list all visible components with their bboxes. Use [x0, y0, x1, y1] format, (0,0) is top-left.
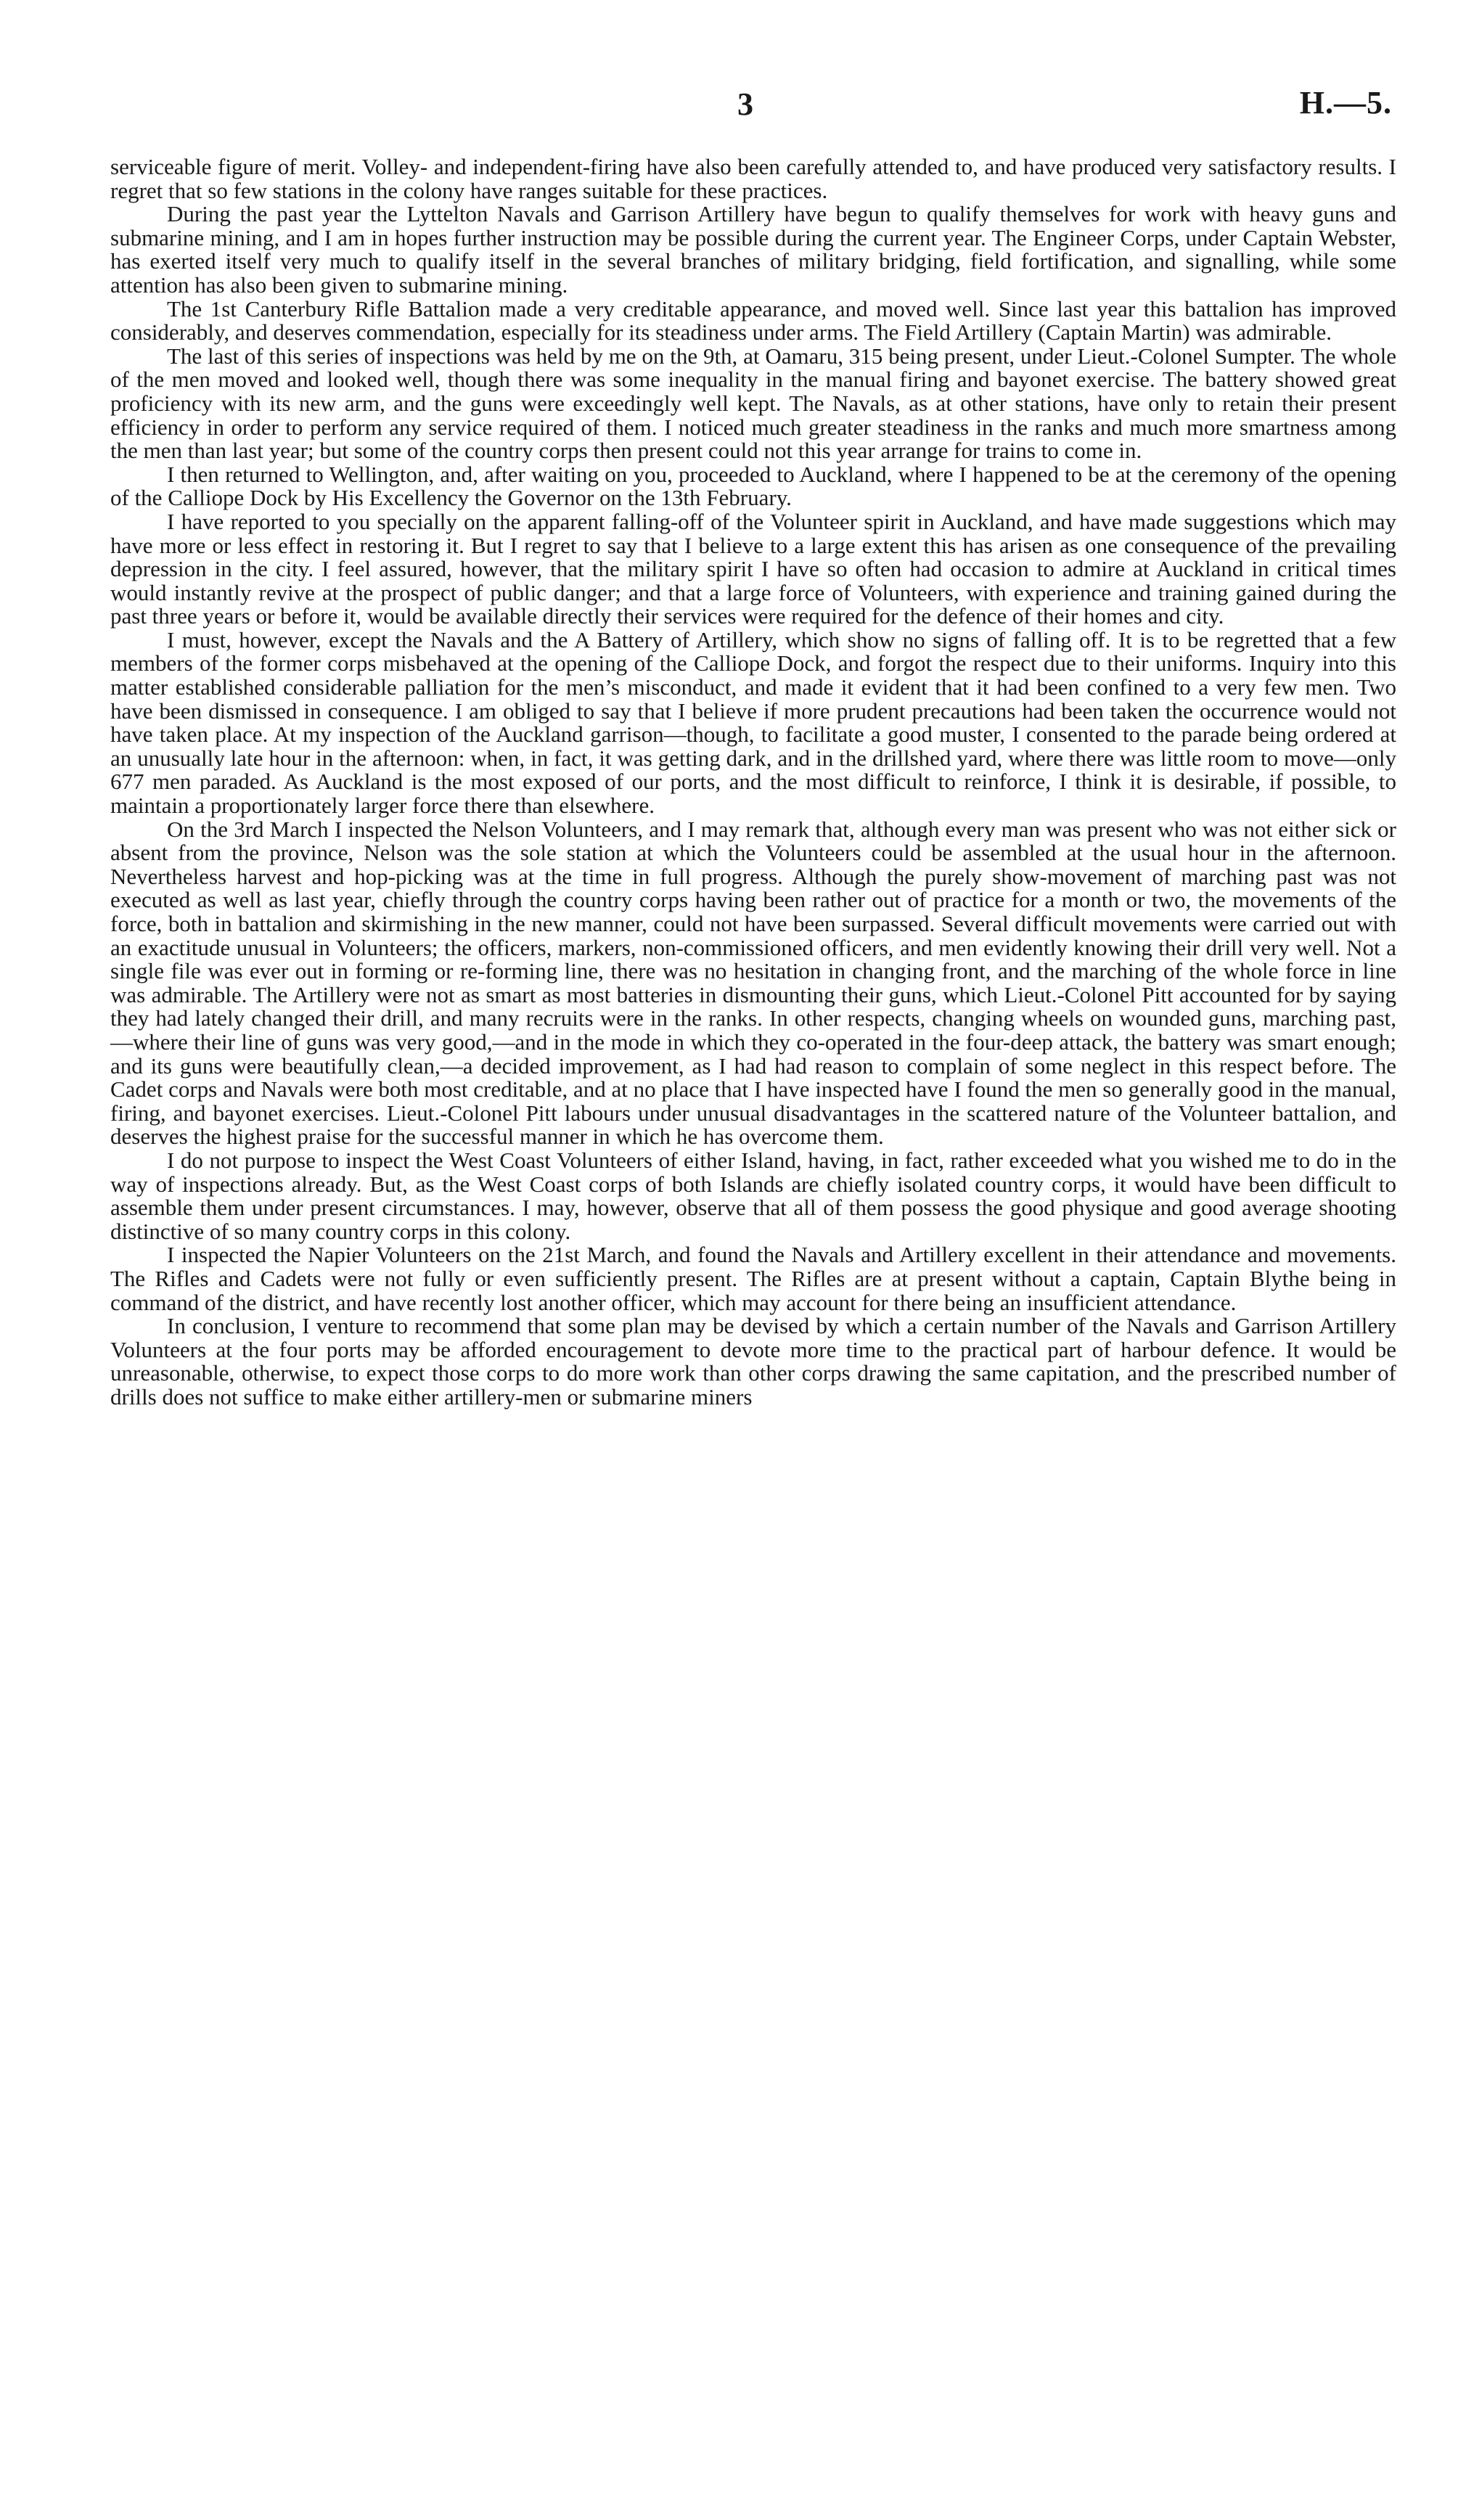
paragraph-11: In conclusion, I venture to recommend that some plan may be devised by which a certain number of the Navals and Garrison Artillery Volunteers at the four ports may be afforded encouragement to devote more time to the practical part of harbour defence. It would be unreasonable, otherwise, to expect those corps to do more work than other corps drawing the same capitation, and the prescribed number of drills does not suffice to make either artillery-men or submarine miners	[110, 1313, 1396, 1410]
paragraph-4: The last of this series of inspections was held by me on the 9th, at Oamaru, 315 being present, under Lieut.-Colonel Sumpter. The whole of the men moved and looked well, though there was some inequality in the manual firing and bayonet exercise. The battery showed great proficiency with its new arm, and the guns were exceedingly well kept. The Navals, as at other stations, have only to retain their present efficiency in order to perform any service required of them. I noticed much greater steadiness in the ranks and much more smartness among the men than last year; but some of the country corps then present could not this year arrange for trains to come in.	[110, 343, 1396, 464]
paragraph-2: During the past year the Lyttelton Navals and Garrison Artillery have begun to qualify themselves for work with heavy guns and submarine mining, and I am in hopes further instruction may be possible during the current year. The Engineer Corps, under Captain Webster, has exerted itself very much to qualify itself in the several branches of military bridging, field fortification, and signalling, while some attention has also been given to submarine mining.	[110, 201, 1396, 298]
document-reference: H.—5.	[1299, 85, 1392, 120]
paragraph-10: I inspected the Napier Volunteers on the 21st March, and found the Navals and Artillery excellent in their attendance and movements. The Rifles and Cadets were not fully or even sufficiently present. The Rifles are at present without a captain, Captain Blythe being in command of the district, and have recently lost another officer, which may account for there being an insufficient attendance.	[110, 1242, 1396, 1315]
paragraph-7: I must, however, except the Navals and the A Battery of Artillery, which show no signs of falling off. It is to be regretted that a few members of the former corps misbehaved at the opening of the Calliope Dock, and forgot the respect due to their uniforms. Inquiry into this matter established considerable palliation for the men’s misconduct, and made it evident that it had been confined to a very few men. Two have been dismissed in consequence. I am obliged to say that I believe if more prudent precautions had been taken the occurrence would not have taken place. At my inspection of the Auckland garrison—though, to facilitate a good muster, I consented to the parade being ordered at an unusually late hour in the afternoon: when, in fact, it was getting dark, and in the drillshed yard, where there was little room to move—only 677 men paraded. As Auckland is the most exposed of our ports, and the most difficult to reinforce, I think it is desirable, if possible, to maintain a proportionately larger force there than elsewhere.	[110, 626, 1396, 819]
paragraph-5: I then returned to Wellington, and, after waiting on you, proceeded to Auckland, where I happened to be at the ceremony of the opening of the Calliope Dock by His Excellency the Governor on the 13th February.	[110, 461, 1396, 511]
body-text	[110, 155, 1396, 1409]
page-header	[110, 0, 1396, 145]
page-number: 3	[737, 86, 753, 122]
paragraph-6: I have reported to you specially on the apparent falling-off of the Volunteer spirit in Auckland, and have made suggestions which may have more or less effect in restoring it. But I regret to say that I believe to a large extent this has arisen as one consequence of the prevailing depression in the city. I feel assured, however, that the military spirit I have so often had occasion to admire at Auckland in critical times would instantly revive at the prospect of public danger; and that a large force of Volunteers, with experience and training gained during the past three years or before it, would be available directly their services were required for the defence of their homes and city.	[110, 508, 1396, 629]
paragraph-8: On the 3rd March I inspected the Nelson Volunteers, and I may remark that, although every man was present who was not either sick or absent from the province, Nelson was the sole station at which the Volunteers could be assembled at the usual hour in the afternoon. Nevertheless harvest and hop-picking was at the time in full progress. Although the purely show-movement of marching past was not executed as well as last year, chiefly through the country corps having been rather out of practice for a month or two, the movements of the force, both in battalion and skirmishing in the new manner, could not have been surpassed. Several difficult movements were carried out with an exactitude unusual in Volunteers; the officers, markers, non-commissioned officers, and men evidently knowing their drill very well. Not a single file was ever out in forming or re-forming line, there was no hesitation in changing front, and the marching of the whole force in line was admirable. The Artillery were not as smart as most batteries in dismounting their guns, which Lieut.-Colonel Pitt accounted for by saying they had lately changed their drill, and many recruits were in the ranks. In other respects, changing wheels on wounded guns, marching past,—where their line of guns was very good,—and in the mode in which they co-operated in the four-deep attack, the battery was smart enough; and its guns were beautifully clean,—a decided improvement, as I had had reason to complain of some neglect in this respect before. The Cadet corps and Navals were both most creditable, and at no place that I have inspected have I found the men so generally good in the manual, firing, and bayonet exercises. Lieut.-Colonel Pitt labours under unusual disadvantages in the scattered nature of the Volunteer battalion, and deserves the highest praise for the successful manner in which he has overcome them.	[110, 816, 1396, 1150]
paragraph-1: serviceable figure of merit. Volley- and independent-firing have also been carefully attended to, and have produced very satisfactory results. I regret that so few stations in the colony have ranges suitable for these practices.	[110, 154, 1396, 203]
paragraph-9: I do not purpose to inspect the West Coast Volunteers of either Island, having, in fact, rather exceeded what you wished me to do in the way of inspections already. But, as the West Coast corps of both Islands are chiefly isolated country corps, it would have been difficult to assemble them under present circumstances. I may, however, observe that all of them possess the good physique and good average shooting distinctive of so many country corps in this colony.	[110, 1147, 1396, 1244]
paragraph-3: The 1st Canterbury Rifle Battalion made a very creditable appearance, and moved well. Since last year this battalion has improved considerably, and deserves commendation, especially for its steadiness under arms. The Field Artillery (Captain Martin) was admirable.	[110, 295, 1396, 345]
